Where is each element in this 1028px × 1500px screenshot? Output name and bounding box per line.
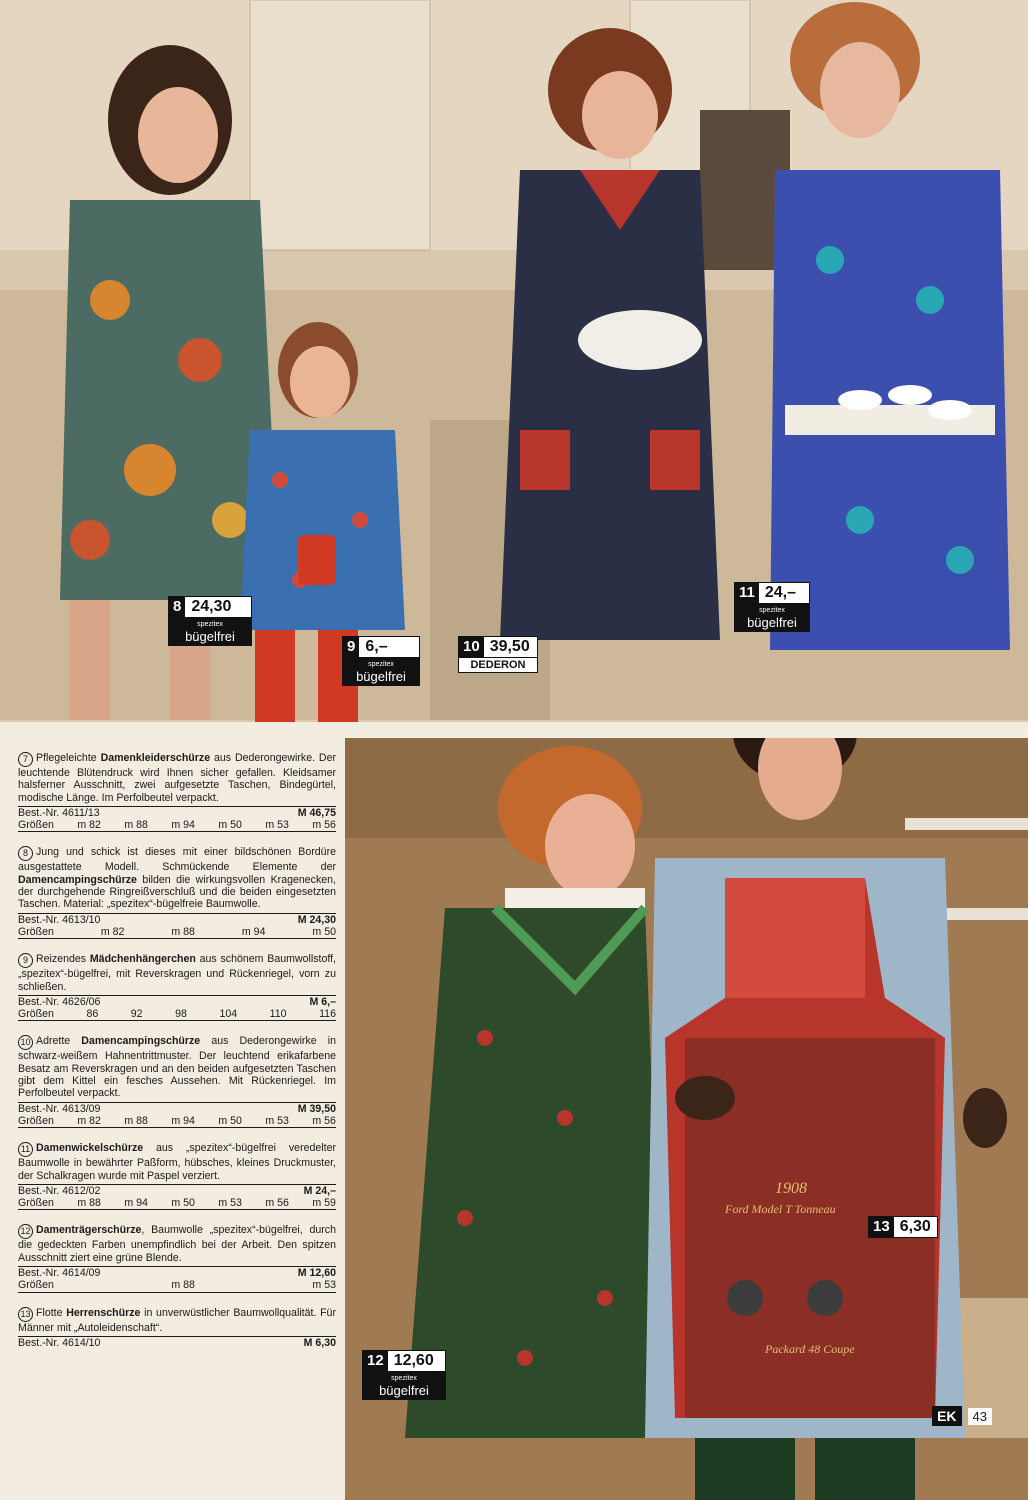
apron-print-packard: Packard 48 Coupe <box>765 1342 855 1356</box>
order-price: M 6,– <box>309 995 336 1008</box>
page-footer <box>932 1406 992 1426</box>
item-text-pre: Reizendes <box>36 953 90 966</box>
tag-price: 6,– <box>365 638 388 655</box>
size-value: m 53 <box>312 1279 336 1292</box>
product-item-12 <box>18 1224 336 1292</box>
page-number: 43 <box>968 1408 992 1425</box>
item-product-name: Mädchenhängerchen <box>89 953 196 966</box>
order-price: M 12,60 <box>297 1267 336 1280</box>
size-value: m 56 <box>265 1197 289 1210</box>
size-value: m 53 <box>265 819 289 832</box>
sizes-label: Größen <box>18 1197 54 1210</box>
price-tag-11 <box>734 582 810 632</box>
size-value: 104 <box>219 1008 238 1021</box>
product-item-10 <box>18 1035 336 1128</box>
tag-number: 12 <box>363 1351 388 1371</box>
item-text-pre: Adrette <box>36 1035 82 1048</box>
order-number: Best.-Nr. 4613/09 <box>18 1102 101 1115</box>
size-value: 86 <box>86 1008 99 1021</box>
item-description <box>18 1035 336 1099</box>
price-tag-9 <box>342 636 420 686</box>
tag-small-brand: spezitex <box>759 607 785 614</box>
size-value: m 94 <box>171 819 195 832</box>
item-text-pre: Jung und schick ist dieses mit einer bildschönen Bordüre ausgestattete Modell. Schmückende Elemente der <box>18 846 336 874</box>
sizes-label: Größen <box>18 1008 54 1021</box>
order-line <box>18 1102 336 1115</box>
size-value: m 94 <box>171 1114 195 1127</box>
item-text-post: aus Dederongewirke in schwarz-weißem Hahnentrittmuster. Der leuchtend erikafarbene Besatz am Reverskragen und an den beiden aufgesetzten Taschen gibt dem Kittel ein fesches Aussehen. Mit Rückenriegel. Im Perfolbeutel verpackt. <box>18 1035 337 1100</box>
product-item-7 <box>18 752 336 832</box>
tag-small-brand: spezitex <box>391 1375 417 1382</box>
item-description <box>18 1307 336 1334</box>
size-value: 92 <box>130 1008 143 1021</box>
item-product-name: Damenwickelschürze <box>36 1142 144 1155</box>
size-value: 98 <box>175 1008 187 1021</box>
item-description <box>18 1142 336 1182</box>
order-line <box>18 1266 336 1279</box>
order-price: M 6,30 <box>303 1336 336 1349</box>
item-description <box>18 1224 336 1264</box>
apron-print-year: 1908 <box>775 1180 807 1197</box>
sizes-line <box>18 1115 336 1128</box>
size-value: m 82 <box>77 819 101 832</box>
bottom-photo <box>345 738 1028 1500</box>
size-value: m 53 <box>218 1197 242 1210</box>
tag-brand: bügelfrei <box>185 629 235 644</box>
item-product-name: Herrenschürze <box>66 1306 141 1319</box>
catalog-logo: EK <box>932 1406 961 1426</box>
order-line <box>18 1184 336 1197</box>
tag-number: 9 <box>343 637 359 657</box>
price-tag-10 <box>458 636 538 673</box>
tag-brand: bügelfrei <box>379 1383 429 1398</box>
order-price: M 24,– <box>303 1184 336 1197</box>
product-description-column <box>18 752 336 1363</box>
item-product-name: Damencampingschürze <box>18 873 137 886</box>
apron-print-model: Ford Model T Tonneau <box>725 1202 836 1216</box>
order-number: Best.-Nr. 4611/13 <box>18 806 100 819</box>
price-tag-13 <box>868 1216 938 1238</box>
size-value: m 88 <box>124 1114 148 1127</box>
order-line <box>18 995 336 1008</box>
product-item-9 <box>18 953 336 1021</box>
item-number: 10 <box>18 1035 33 1050</box>
size-value: 116 <box>319 1008 336 1021</box>
item-description <box>18 752 336 804</box>
item-text-post: aus Dederongewirke. Der leuchtende Blütendruck wird Ihnen sicher gefallen. Kleidsamer halsferner Ausschnitt, zwei aufgesetzte Taschen, Bindegürtel, modische Länge. Im Perfolbeutel verpackt. <box>18 752 336 804</box>
size-value: m 88 <box>77 1197 101 1210</box>
size-value: m 56 <box>312 1114 336 1127</box>
order-number: Best.-Nr. 4612/02 <box>18 1184 101 1197</box>
size-value: m 82 <box>77 1114 101 1127</box>
item-number: 9 <box>18 953 33 968</box>
size-value: m 50 <box>218 819 242 832</box>
order-line <box>18 1336 336 1349</box>
tag-small-brand: spezitex <box>368 661 394 668</box>
order-price: M 24,30 <box>297 913 336 926</box>
item-product-name: Damencampingschürze <box>81 1035 201 1048</box>
item-text-pre: Flotte <box>36 1306 67 1319</box>
item-text-pre: Pflegeleichte <box>36 752 101 764</box>
tag-number: 8 <box>169 597 185 617</box>
item-text-post: bilden die wirkungsvollen Kragenecken, der durchgehende Ringreißverschluß und die beiden eingesetzten Taschen. Material: „spezitex“-bügelfreie Baumwolle. <box>18 873 336 911</box>
tag-small-brand: spezitex <box>197 621 223 628</box>
sizes-line <box>18 1197 336 1210</box>
order-number: Best.-Nr. 4614/09 <box>18 1267 101 1280</box>
tag-price: 12,60 <box>393 1352 434 1369</box>
size-value: m 94 <box>241 925 266 938</box>
size-value: 110 <box>269 1008 287 1021</box>
sizes-line <box>18 926 336 939</box>
order-line <box>18 913 336 926</box>
order-line <box>18 806 336 819</box>
size-value: m 88 <box>124 819 148 832</box>
tag-price: 39,50 <box>489 638 530 655</box>
item-product-name: Damenträgerschürze <box>36 1224 142 1237</box>
sizes-label: Größen <box>18 925 54 938</box>
order-number: Best.-Nr. 4626/06 <box>18 995 101 1008</box>
item-number: 13 <box>18 1307 33 1322</box>
order-number: Best.-Nr. 4613/10 <box>18 913 101 926</box>
sizes-label: Größen <box>18 1114 54 1127</box>
item-number: 12 <box>18 1224 33 1239</box>
size-value: m 94 <box>124 1197 148 1210</box>
tag-brand: bügelfrei <box>747 615 797 630</box>
sizes-line <box>18 1008 336 1021</box>
sizes-label: Größen <box>18 819 54 832</box>
size-value: m 50 <box>171 1197 195 1210</box>
order-price: M 39,50 <box>297 1102 336 1115</box>
product-item-11 <box>18 1142 336 1210</box>
item-number: 7 <box>18 752 33 767</box>
top-photo <box>0 0 1028 722</box>
item-text-post: , Baumwolle „spezitex“-bügelfrei, durch die gedeckten Farben unempfindlich bei der Arbeit. Den spitzen Ausschnitt ziert eine grüne Blende. <box>18 1224 336 1264</box>
item-number: 8 <box>18 846 33 861</box>
order-number: Best.-Nr. 4614/10 <box>18 1336 101 1349</box>
item-description <box>18 846 336 910</box>
sizes-line <box>18 819 336 832</box>
size-value: m 50 <box>312 925 336 938</box>
item-text-post: aus schönem Baumwollstoff, „spezitex“-bügelfrei, mit Reverskragen und Rückenriegel, vorn zu schließen. <box>18 953 336 993</box>
item-product-name: Damenkleiderschürze <box>100 752 211 764</box>
size-value: m 50 <box>218 1114 242 1127</box>
item-number: 11 <box>18 1142 33 1157</box>
tag-number: 11 <box>735 583 759 603</box>
tag-price: 6,30 <box>899 1218 931 1235</box>
item-text-post: aus „spezitex“-bügelfrei veredelter Baumwolle in bewährter Paßform, hübsches, kleines Druckmuster, der Schalkragen wurde mit Paspel verziert. <box>18 1142 336 1182</box>
size-value: m 82 <box>100 925 125 938</box>
size-value: m 88 <box>171 1279 195 1292</box>
sizes-line <box>18 1279 336 1292</box>
tag-brand: DEDERON <box>458 658 538 673</box>
size-value: m 56 <box>312 819 336 832</box>
size-value: m 88 <box>171 925 195 938</box>
tag-price: 24,– <box>764 584 796 601</box>
product-item-8 <box>18 846 336 939</box>
product-item-13 <box>18 1307 336 1350</box>
item-text-post: in unverwüstlicher Baumwollqualität. Für Männer mit „Autoleidenschaft“. <box>18 1306 336 1334</box>
sizes-label: Größen <box>18 1279 54 1292</box>
price-tag-12 <box>362 1350 446 1400</box>
price-tag-8 <box>168 596 252 646</box>
tag-number: 10 <box>459 637 484 657</box>
size-value: m 59 <box>312 1197 336 1210</box>
order-price: M 46,75 <box>297 806 336 819</box>
tag-number: 13 <box>869 1217 894 1237</box>
size-value: m 53 <box>265 1114 289 1127</box>
item-description <box>18 953 336 993</box>
tag-price: 24,30 <box>191 598 232 615</box>
tag-brand: bügelfrei <box>356 669 406 684</box>
